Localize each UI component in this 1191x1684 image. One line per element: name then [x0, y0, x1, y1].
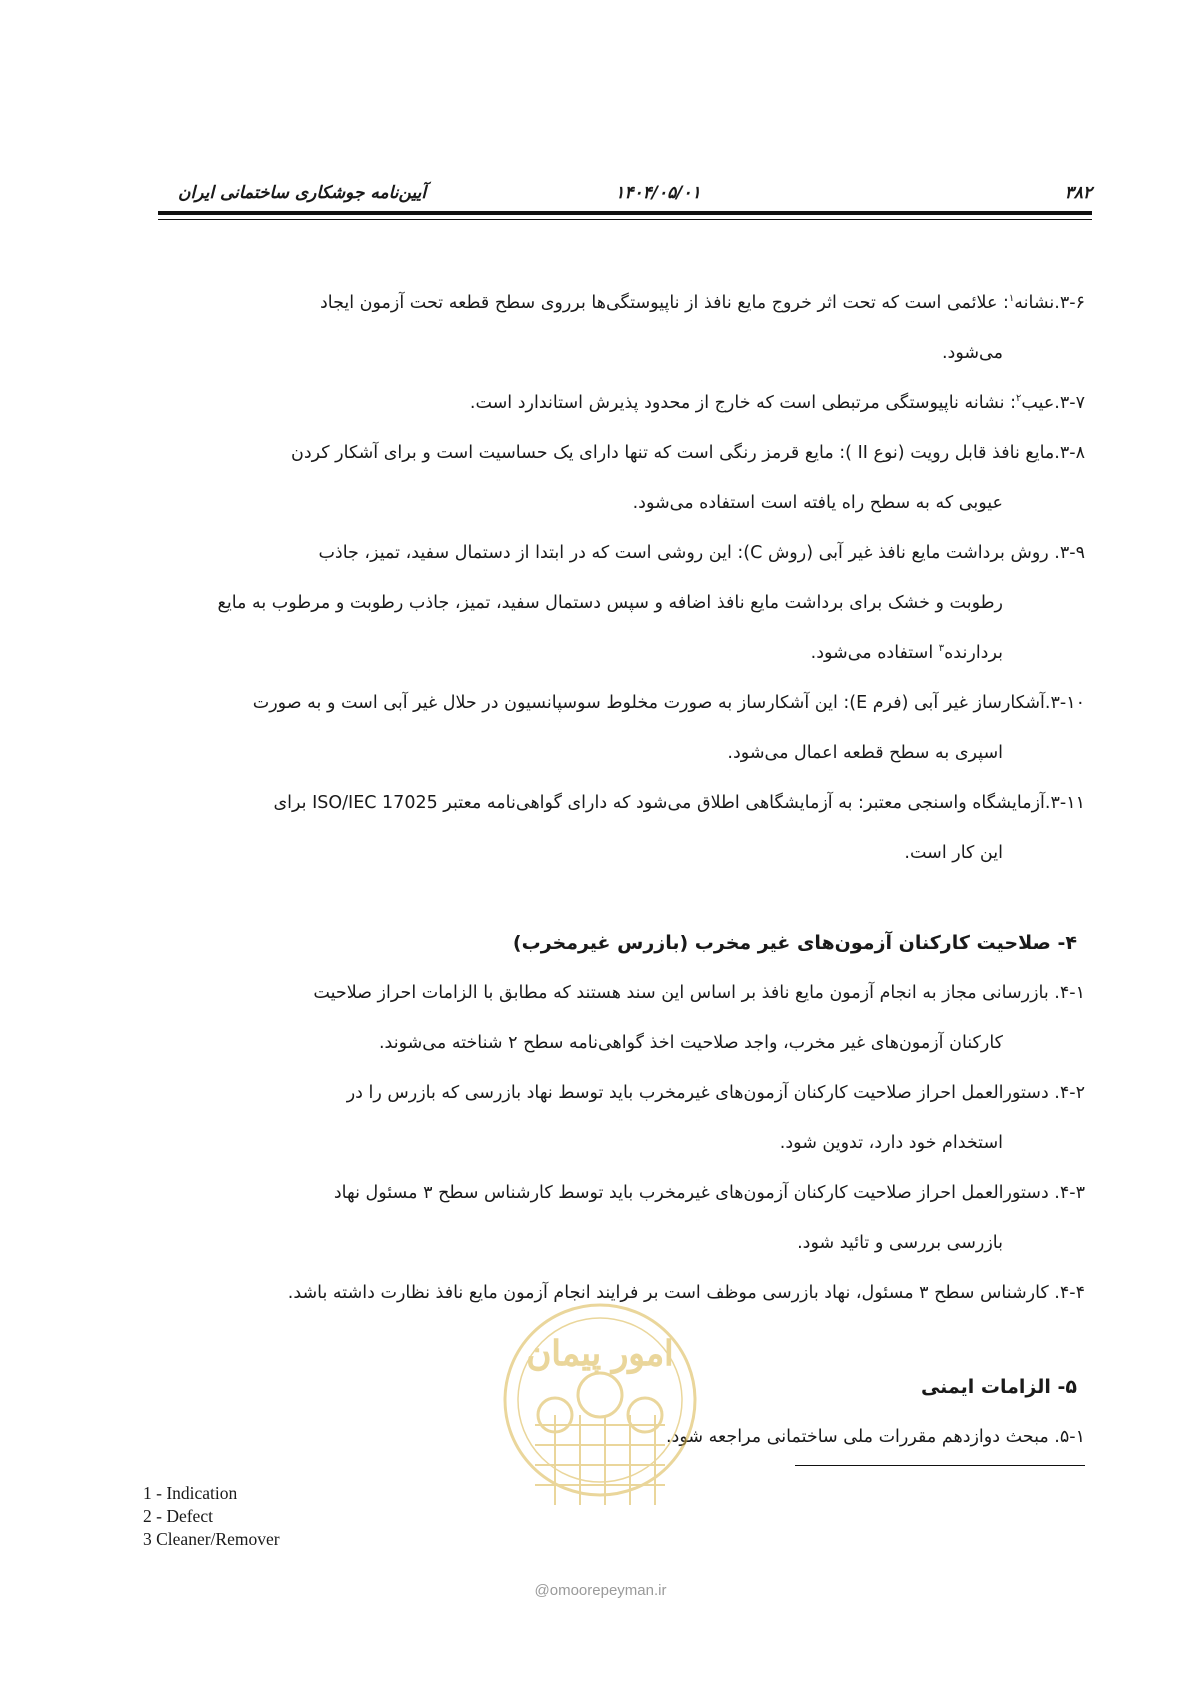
- footnote-ref-2: ۲: [1016, 393, 1022, 405]
- item-5-1: ۵-۱. مبحث دوازدهم مقررات ملی ساختمانی مراجعه شود.: [665, 1427, 1085, 1447]
- header-date: ۱۴۰۴/۰۵/۰۱: [615, 183, 701, 203]
- footnote-3: 3 Cleaner/Remover: [143, 1529, 280, 1549]
- watermark-logo-icon: [495, 1295, 705, 1575]
- definition-3-9: ۳-۹. روش برداشت مایع نافذ غیر آبی (روش C): این روشی است که در ابتدا از دستمال سفید، تمیز، جاذب رطوبت و خشک برای برداشت مایع نافذ اضافه و سپس دستمال سفید، تمیز، جاذب رطوبت و مرطوب به مایع بردارنده$^۳$ استفاده می‌شود.: [217, 543, 1085, 663]
- definition-3-8: ۳-۸.مایع نافذ قابل رویت (نوع II ): مایع قرمز رنگی است که تنها دارای یک حساسیت است و برای آشکار کردن عیوبی که به سطح راه یافته است استفاده می‌شود.: [290, 443, 1085, 513]
- item-4-2: ۴-۲. دستورالعمل احراز صلاحیت کارکنان آزمون‌های غیرمخرب باید توسط نهاد بازرسی که بازرس را در استخدام خود دارد، تدوین شود.: [346, 1083, 1085, 1153]
- footnote-ref-3: ۳: [938, 643, 945, 655]
- section-gap: [143, 878, 1085, 918]
- definition-3-10: ۳-۱۰.آشکارساز غیر آبی (فرم E): این آشکارساز به صورت مخلوط سوسپانسیون در حلال غیر آبی است و به صورت اسپری به سطح قطعه اعمال می‌شود.: [252, 693, 1085, 763]
- page-number: ۳۸۲: [1064, 183, 1092, 203]
- item-4-1: ۴-۱. بازرسانی مجاز به انجام آزمون مایع نافذ بر اساس این سند هستند که مطابق با الزامات احراز صلاحیت کارکنان آزمون‌های غیر مخرب، واجد صلاحیت اخذ گواهی‌نامه سطح ۲ شناخته می‌شوند.: [313, 983, 1085, 1053]
- footnotes: [143, 1482, 280, 1551]
- page-header: [158, 183, 1092, 207]
- header-rule-thick: [158, 211, 1092, 215]
- document-body: [143, 278, 1085, 1462]
- watermark-url: @omoorepeyman.ir: [534, 1582, 667, 1599]
- definition-3-11: ۳-۱۱.آزمایشگاه واسنجی معتبر: به آزمایشگاهی اطلاق می‌شود که دارای گواهی‌نامه معتبر ISO/IEC 17025 برای این کار است.: [273, 793, 1085, 863]
- item-4-4: ۴-۴. کارشناس سطح ۳ مسئول، نهاد بازرسی موظف است بر فرایند انجام آزمون مایع نافذ نظارت داشته باشد.: [287, 1283, 1085, 1303]
- header-rule-thin: [158, 219, 1092, 220]
- footnote-2: 2 - Defect: [143, 1506, 213, 1526]
- section-5-heading: ۵- الزامات ایمنی: [920, 1376, 1077, 1398]
- footnote-1: 1 - Indication: [143, 1483, 238, 1503]
- watermark-logo-text: امور پیمان: [526, 1334, 674, 1374]
- definition-3-7: ۳-۷.عیب$^۲$: نشانه ناپیوستگی مرتبطی است که خارج از محدود پذیرش استاندارد است.: [469, 393, 1085, 413]
- section-4-heading: ۴- صلاحیت کارکنان آزمون‌های غیر مخرب (بازرس غیرمخرب): [512, 932, 1077, 954]
- header-title: آیین‌نامه جوشکاری ساختمانی ایران: [178, 183, 427, 203]
- footnote-separator: [795, 1465, 1085, 1466]
- footnote-ref-1: ۱: [1008, 293, 1015, 305]
- item-4-3: ۴-۳. دستورالعمل احراز صلاحیت کارکنان آزمون‌های غیرمخرب باید توسط کارشناس سطح ۳ مسئول نهاد بازرسی بررسی و تائید شود.: [333, 1183, 1085, 1253]
- definition-3-6: ۳-۶.نشانه$^۱$: علائمی است که تحت اثر خروج مایع نافذ از ناپیوستگی‌ها برروی سطح قطعه تحت آزمون ایجاد می‌شود.: [319, 293, 1085, 363]
